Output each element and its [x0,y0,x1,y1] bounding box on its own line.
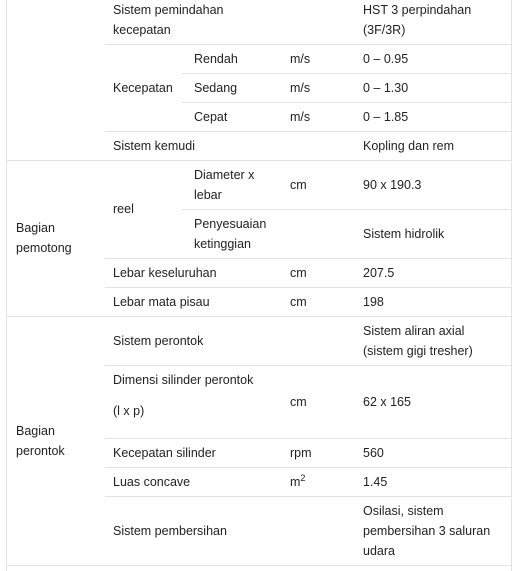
value-sedang: 0 – 1.30 [363,81,409,95]
unit-base: m [290,475,301,489]
value-kecepatan-silinder: 560 [363,446,384,460]
table-border-left [6,0,7,571]
row-divider [182,73,511,74]
section-bagian-perontok: Bagian perontok [16,424,65,458]
unit-superscript: 2 [300,472,306,483]
value-lebar-keseluruhan: 207.5 [363,266,395,280]
label-kecepatan: Kecepatan [113,81,173,95]
section-divider [6,316,511,317]
label-kecepatan-silinder: Kecepatan silinder [113,446,216,460]
value-diameter-lebar: 90 x 190.3 [363,178,422,192]
label-luas-concave: Luas concave [113,475,191,489]
sub-rendah: Rendah [194,52,238,66]
value-penyesuaian-ketinggian: Sistem hidrolik [363,227,445,241]
sub-diameter-lebar: Diameter x lebar [194,168,255,202]
label-dimensi-lxp: (l x p) [113,404,145,418]
value-sistem-pemindahan: HST 3 perpindahan (3F/3R) [363,3,472,37]
label-sistem-pembersihan: Sistem pembersihan [113,524,227,538]
row-divider [105,365,511,366]
table-border-right [511,0,512,571]
label-sistem-perontok: Sistem perontok [113,334,204,348]
value-lebar-mata-pisau: 198 [363,295,384,309]
label-lebar-keseluruhan: Lebar keseluruhan [113,266,217,280]
row-divider [182,102,511,103]
unit-dimensi-silinder: cm [290,395,307,409]
value-sistem-pembersihan: Osilasi, sistem pembersihan 3 saluran udara [363,504,491,558]
row-divider [105,287,511,288]
unit-lebar-keseluruhan: cm [290,266,307,280]
unit-lebar-mata-pisau: cm [290,295,307,309]
value-sistem-perontok: Sistem aliran axial (sistem gigi tresher) [363,324,473,358]
row-divider [105,496,511,497]
section-divider [6,160,511,161]
row-divider [105,438,511,439]
sub-cepat: Cepat [194,110,228,124]
value-rendah: 0 – 0.95 [363,52,409,66]
unit-cepat: m/s [290,110,311,124]
row-divider [105,44,511,45]
label-lebar-mata-pisau: Lebar mata pisau [113,295,210,309]
value-sistem-kemudi: Kopling dan rem [363,139,455,153]
unit-kecepatan-silinder: rpm [290,446,312,460]
value-luas-concave: 1.45 [363,475,388,489]
section-divider [6,565,511,566]
sub-penyesuaian-ketinggian: Penyesuaian ketinggian [194,217,267,251]
value-dimensi-silinder: 62 x 165 [363,395,411,409]
label-dimensi-silinder: Dimensi silinder perontok [113,373,254,387]
sub-sedang: Sedang [194,81,238,95]
row-divider [105,131,511,132]
unit-diameter-lebar: cm [290,178,307,192]
unit-rendah: m/s [290,52,311,66]
label-sistem-pemindahan: Sistem pemindahan kecepatan [113,3,224,37]
row-divider [105,258,511,259]
value-cepat: 0 – 1.85 [363,110,409,124]
unit-luas-concave [290,472,305,492]
label-reel: reel [113,202,134,216]
row-divider [182,209,511,210]
label-sistem-kemudi: Sistem kemudi [113,139,195,153]
section-bagian-pemotong: Bagian pemotong [16,221,72,255]
unit-sedang: m/s [290,81,311,95]
row-divider [105,467,511,468]
